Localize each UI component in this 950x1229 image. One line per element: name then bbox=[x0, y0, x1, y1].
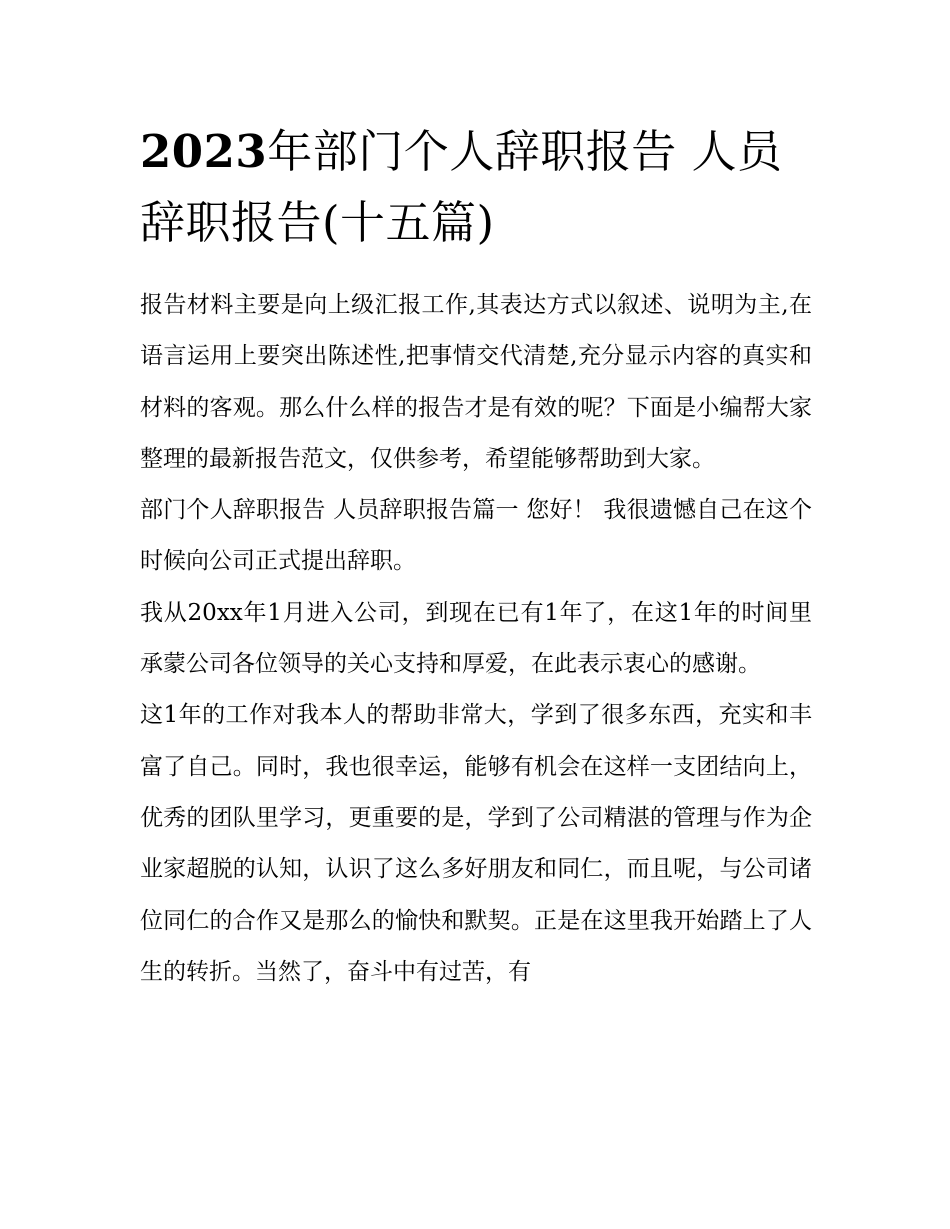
title-year: 2023 bbox=[140, 125, 268, 178]
paragraph-experience: 这1年的工作对我本人的帮助非常大，学到了很多东西，充实和丰富了自己。同时，我也很幸运，能够有机会在这样一支团结向上，优秀的团队里学习，更重要的是，学到了公司精湛的管理与作为企业家超脱的认知，认识了这么多好朋友和同仁，而且呢，与公司诸位同仁的合作又是那么的愉快和默契。正是在这里我开始踏上了人生的转折。当然了，奋斗中有过苦，有 bbox=[140, 702, 812, 985]
document-body bbox=[140, 280, 812, 998]
paragraph-tenure: 我从20xx年1月进入公司，到现在已有1年了，在这1年的时间里承蒙公司各位领导的关心支持和厚爱，在此表示衷心的感谢。 bbox=[140, 599, 812, 678]
title-text: 年部门个人辞职报告 人员辞职报告(十五篇) bbox=[140, 125, 783, 249]
paragraph-opening: 部门个人辞职报告 人员辞职报告篇一 您好！ 我很遗憾自己在这个时候向公司正式提出辞职。 bbox=[140, 497, 812, 575]
document-title bbox=[140, 116, 820, 258]
paragraph-intro: 报告材料主要是向上级汇报工作,其表达方式以叙述、说明为主,在语言运用上要突出陈述性,把事情交代清楚,充分显示内容的真实和材料的客观。那么什么样的报告才是有效的呢？下面是小编帮大家整理的最新报告范文，仅供参考，希望能够帮助到大家。 bbox=[140, 292, 812, 472]
